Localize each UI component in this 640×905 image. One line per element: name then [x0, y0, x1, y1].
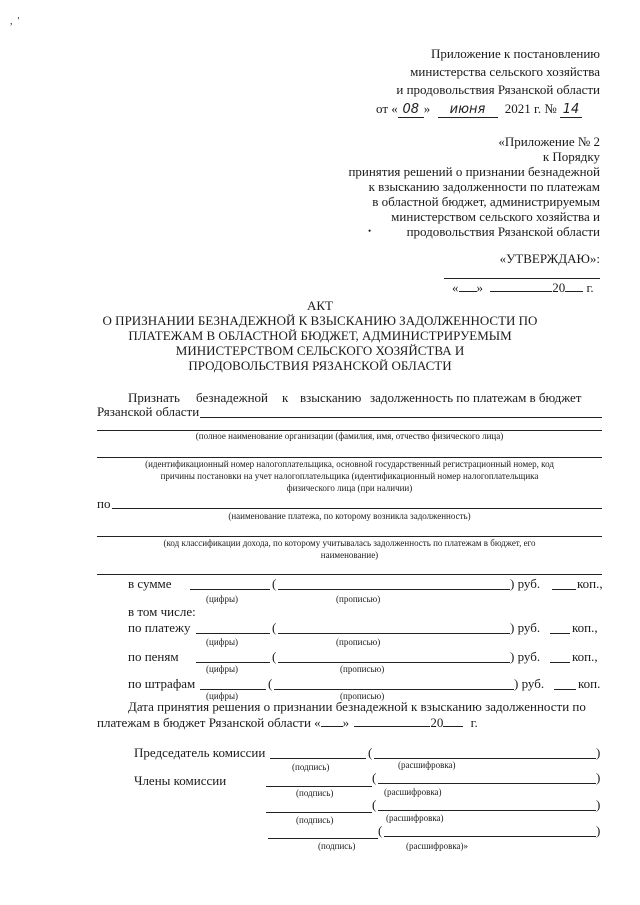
member1-close-paren: )	[596, 770, 601, 785]
appendix-line-2: к Порядку	[542, 149, 600, 164]
chairman-open-paren: (	[368, 745, 373, 760]
approve-date-g: г.	[586, 280, 594, 295]
act-title-line-2: ПЛАТЕЖАМ В ОБЛАСТНОЙ БЮДЖЕТ, АДМИНИСТРИРУЕМЫМ	[128, 328, 512, 343]
chairman-signature-caption: (подпись)	[292, 762, 330, 772]
member1-signature-caption: (подпись)	[296, 788, 334, 798]
ids-caption-1: (идентификационный номер налогоплательщика, основной государственный регистрационный номер, код	[145, 459, 554, 469]
approve-date-row	[452, 280, 594, 296]
approve-date-close: »	[476, 280, 483, 295]
act-title-line-4: ПРОДОВОЛЬСТВИЯ РЯЗАНСКОЙ ОБЛАСТИ	[188, 358, 452, 373]
recognize-w5: задолженность по платежам в бюджет	[370, 390, 582, 405]
appendix-line-6: министерством сельского хозяйства и	[391, 209, 600, 224]
member3-signature-caption: (подпись)	[318, 841, 356, 851]
header-month: июня	[438, 102, 498, 118]
appendix-line-3: принятия решений о признании безнадежной	[348, 164, 600, 179]
amount-words-caption: (прописью)	[336, 594, 381, 604]
decision-line-1: Дата принятия решения о признании безнадежной к взысканию задолженности по	[128, 699, 586, 714]
amount-rub: ) руб.	[510, 576, 541, 591]
header-number: 14	[560, 102, 582, 118]
decision-close-quote: »	[342, 715, 350, 730]
penalty-digits-line	[196, 662, 270, 663]
member1-decoding-caption: (расшифровка)	[384, 787, 442, 797]
ids-line	[97, 457, 602, 458]
fines-open-paren: (	[268, 676, 273, 691]
fines-digits-caption: (цифры)	[206, 691, 239, 701]
amount-digits-caption: (цифры)	[206, 594, 239, 604]
po-label: по	[97, 496, 111, 511]
approve-label: «УТВЕРЖДАЮ»:	[499, 251, 600, 266]
penalty-open-paren: (	[272, 649, 277, 664]
code-line-2	[97, 574, 602, 575]
fines-digits-line	[200, 689, 266, 690]
region-label: Рязанской области	[97, 404, 200, 419]
org-caption: (полное наименование организации (фамилия, имя, отчество физического лица)	[195, 431, 504, 441]
member3-close-paren: )	[596, 823, 601, 838]
amount-kop: коп.,	[577, 576, 603, 591]
approve-signature-line	[444, 278, 600, 279]
act-title-line-1: О ПРИЗНАНИИ БЕЗНАДЕЖНОЙ К ВЗЫСКАНИЮ ЗАДОЛЖЕННОСТИ ПО	[102, 313, 538, 328]
act-title-line-3: МИНИСТЕРСТВОМ СЕЛЬСКОГО ХОЗЯЙСТВА И	[175, 343, 465, 358]
header-ot: от «	[376, 101, 398, 116]
penalty-words-caption: (прописью)	[340, 664, 385, 674]
payment-digits-caption: (цифры)	[206, 637, 239, 647]
header-close-quote: »	[423, 101, 431, 116]
payment-kop-line	[550, 633, 570, 634]
recognize-w2: безнадежной	[196, 390, 269, 405]
amount-label: в сумме	[128, 576, 172, 591]
penalty-kop-line	[550, 662, 570, 663]
penalty-kop: коп.,	[572, 649, 598, 664]
payment-caption: (наименование платежа, по которому возникла задолженность)	[228, 511, 471, 521]
ids-caption-2: причины постановки на учет налогоплательщика (идентификационный номер налогоплательщика	[160, 471, 539, 481]
bullet-mark: •	[368, 226, 372, 236]
by-fines-label: по штрафам	[128, 676, 196, 691]
chairman-decoding-caption: (расшифровка)	[398, 760, 456, 770]
decision-line-2	[97, 715, 478, 731]
member3-decoding-caption: (расшифровка)»	[406, 841, 469, 851]
recognize-w4: взысканию	[300, 390, 362, 405]
code-caption-1: (код классификации дохода, по которому учитывалась задолженность по платежам в бюджет, его	[163, 538, 536, 548]
chairman-decoding-line	[374, 758, 596, 759]
appendix-line-4: к взысканию задолженности по платежам	[368, 179, 600, 194]
member2-close-paren: )	[596, 797, 601, 812]
header-year-no: 2021 г. №	[504, 101, 557, 116]
member2-decoding-line	[378, 810, 596, 811]
approve-date-open: «	[452, 280, 459, 295]
member3-signature-line	[268, 838, 378, 839]
penalty-digits-caption: (цифры)	[206, 664, 239, 674]
member2-signature-line	[266, 812, 372, 813]
header-date-row	[376, 101, 582, 118]
fines-rub: ) руб.	[514, 676, 545, 691]
amount-kop-line	[552, 589, 576, 590]
header-day: 08	[398, 102, 424, 118]
member1-decoding-line	[378, 783, 596, 784]
payment-rub: ) руб.	[510, 620, 541, 635]
recognize-w1: Признать	[128, 390, 180, 405]
member2-signature-caption: (подпись)	[296, 815, 334, 825]
appendix-line-5: в областной бюджет, администрируемым	[372, 194, 600, 209]
ids-caption-3: физического лица (при наличии)	[286, 483, 413, 493]
approve-date-year: 20	[552, 280, 566, 295]
fines-words-caption: (прописью)	[340, 691, 385, 701]
by-payment-label: по платежу	[128, 620, 191, 635]
decision-g: г.	[470, 715, 478, 730]
members-label: Члены комиссии	[134, 773, 227, 788]
including-label: в том числе:	[128, 604, 196, 619]
payment-words-caption: (прописью)	[336, 637, 381, 647]
header-line-2: министерства сельского хозяйства	[410, 64, 600, 79]
by-penalty-label: по пеням	[128, 649, 179, 664]
chairman-label: Председатель комиссии	[134, 745, 266, 760]
header-line-1: Приложение к постановлению	[430, 46, 600, 61]
payment-words-line	[278, 633, 510, 634]
fines-kop-line	[554, 689, 576, 690]
appendix-line-1: «Приложение № 2	[498, 134, 600, 149]
code-caption-2: наименование)	[320, 550, 379, 560]
penalty-words-line	[278, 662, 510, 663]
header-line-3: и продовольствия Рязанской области	[396, 82, 600, 97]
appendix-line-7: продовольствия Рязанской области	[406, 224, 600, 239]
scan-mark: , '	[10, 16, 20, 27]
chairman-signature-line	[270, 758, 366, 759]
amount-digits-line	[190, 589, 270, 590]
member1-signature-line	[266, 786, 372, 787]
penalty-rub: ) руб.	[510, 649, 541, 664]
payment-line	[112, 508, 602, 509]
member3-open-paren: (	[378, 823, 383, 838]
act-title: АКТ	[307, 298, 333, 313]
member1-open-paren: (	[372, 770, 377, 785]
member2-open-paren: (	[372, 797, 377, 812]
payment-open-paren: (	[272, 620, 277, 635]
member3-decoding-line	[384, 836, 596, 837]
amount-words-line	[278, 589, 510, 590]
recognize-w3: к	[282, 390, 289, 405]
amount-open-paren: (	[272, 576, 277, 591]
member2-decoding-caption: (расшифровка)	[386, 813, 444, 823]
fines-kop: коп.	[578, 676, 601, 691]
chairman-close-paren: )	[596, 745, 601, 760]
code-line	[97, 536, 602, 537]
payment-kop: коп.,	[572, 620, 598, 635]
region-line	[200, 417, 602, 418]
payment-digits-line	[196, 633, 270, 634]
fines-words-line	[274, 689, 514, 690]
decision-prefix: платежам в бюджет Рязанской области «	[97, 715, 321, 730]
decision-year: 20	[430, 715, 444, 730]
